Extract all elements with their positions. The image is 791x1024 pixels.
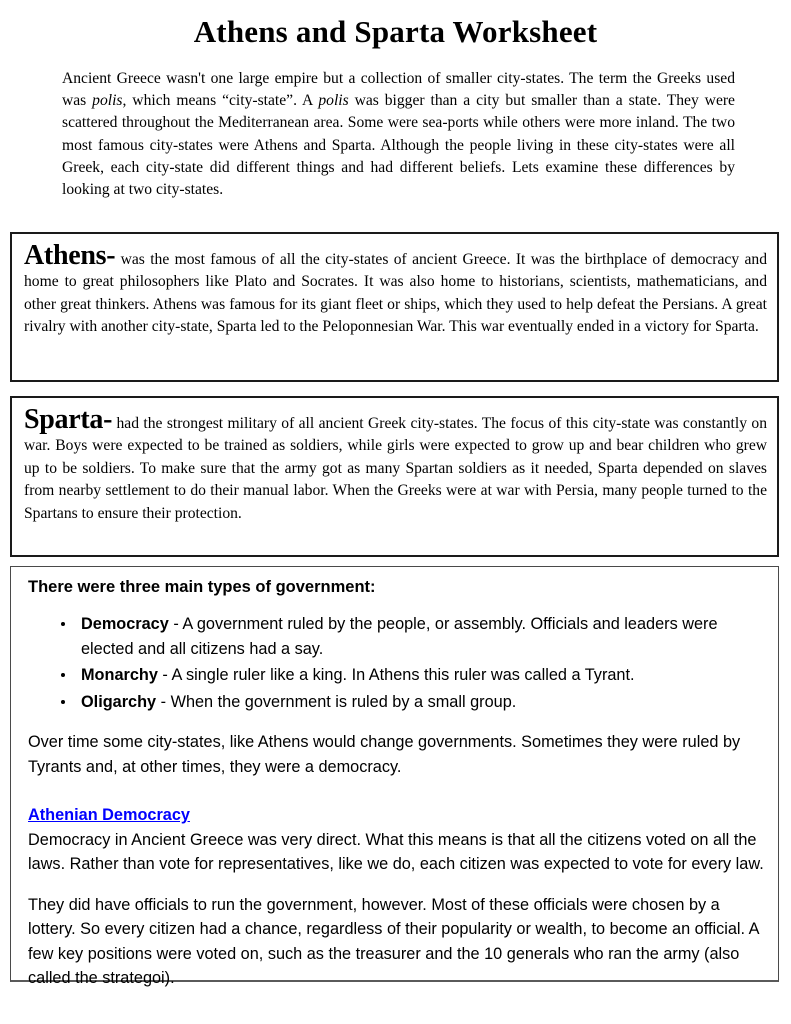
bullet-icon <box>61 673 65 677</box>
intro-text-part-b: , which means “city-state”. A <box>122 92 319 110</box>
athens-paragraph <box>24 242 767 339</box>
athens-section-box <box>10 232 779 382</box>
officials-paragraph: They did have officials to run the government, however. Most of these officials were chosen by a lottery. So every citizen had a chance, regardless of their popularity or wealth, to become an official. A few key positions were voted on, such as the treasurer and the 10 generals who ran the army (also called the strategoi). <box>28 895 759 987</box>
government-types-list <box>28 612 768 714</box>
intro-italic-polis-1: polis <box>92 92 123 110</box>
sparta-heading: Sparta- <box>24 404 113 435</box>
government-type-definition: - When the government is ruled by a small group. <box>156 692 517 711</box>
bullet-icon <box>61 700 65 704</box>
list-item <box>28 663 768 688</box>
page-title: Athens and Sparta Worksheet <box>193 14 598 49</box>
sparta-paragraph <box>24 406 767 525</box>
list-item <box>28 690 768 715</box>
government-type-term: Monarchy <box>81 666 158 684</box>
athenian-democracy-paragraph: Democracy in Ancient Greece was very direct. What this means is that all the citizens voted on all the laws. Rather than vote for representatives, like we do, each citizen was expected to vote for every law. <box>28 830 764 873</box>
government-type-definition: - A single ruler like a king. In Athens this ruler was called a Tyrant. <box>157 666 635 684</box>
athens-body-text: was the most famous of all the city-states of ancient Greece. It was the birthplace of democracy and home to great philosophers like Plato and Socrates. It was also home to historians, scientists, mathematicians, and other great thinkers. Athens was famous for its giant fleet or ships, which they used to help defeat the Persians. A great rivalry with another city-state, Sparta led to the Peloponnesian War. This war eventually ended in a victory for Sparta. <box>24 251 767 336</box>
bullet-icon <box>61 622 65 626</box>
intro-paragraph <box>62 68 735 201</box>
government-section-box <box>10 566 779 987</box>
government-type-term: Oligarchy <box>81 692 157 711</box>
athens-heading: Athens- <box>24 240 116 271</box>
list-item <box>28 612 768 661</box>
government-heading: There were three main types of government: <box>28 578 376 596</box>
athenian-democracy-link[interactable]: Athenian Democracy <box>28 806 190 824</box>
sparta-section-box <box>10 396 779 557</box>
sparta-body-text: had the strongest military of all ancient Greek city-states. The focus of this city-state was constantly on war. Boys were expected to be trained as soldiers, while girls were expected to grow up and bear children who grew up to be soldiers. To make sure that the army got as many Spartan soldiers as it needed, Sparta depended on slaves from nearby settlement to do their manual labor. When the Greeks were at war with Persia, many people turned to the Spartans to ensure their protection. <box>24 415 767 522</box>
intro-text-part-a: Ancient Greece wasn't one large empire but a collection of smaller city-states. The term the Greeks used was <box>62 70 735 110</box>
government-change-paragraph: Over time some city-states, like Athens would change governments. Sometimes they were ruled by Tyrants and, at other times, they were a democracy. <box>28 733 741 776</box>
government-type-term: Democracy <box>81 615 169 633</box>
intro-italic-polis-2: polis <box>318 92 349 110</box>
government-type-definition: - A government ruled by the people, or assembly. Officials and leaders were elected and all citizens had a say. <box>81 615 718 658</box>
intro-text-part-c: was bigger than a city but smaller than a state. They were scattered throughout the Mediterranean area. Some were sea-ports while others were more inland. The two most famous city-states were Athens and Sparta. Although the people living in these city-states were all Greek, each city-state did different things and had different beliefs. Lets examine these differences by looking at two city-states. <box>62 92 735 199</box>
